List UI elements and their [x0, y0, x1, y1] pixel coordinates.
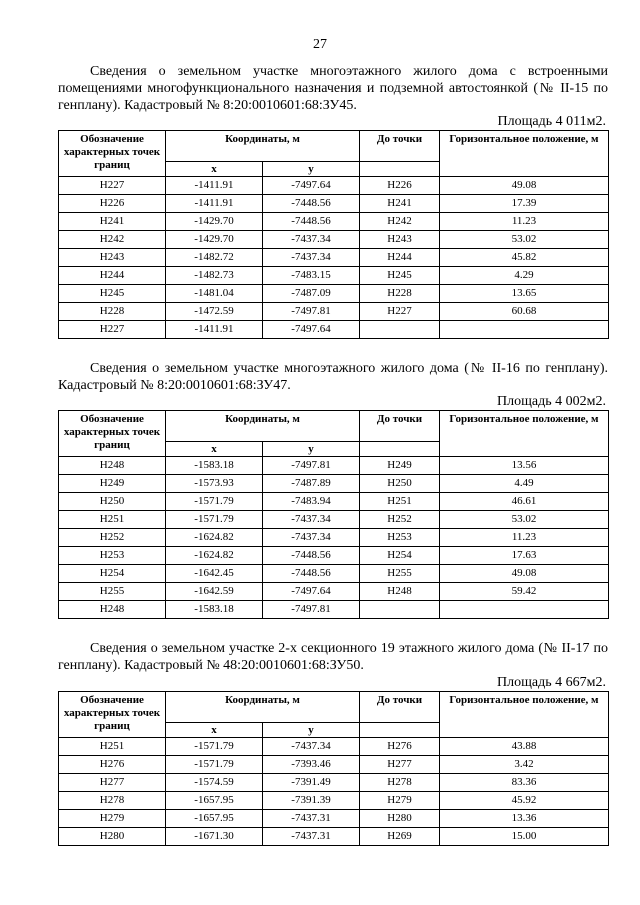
cell-distance: 43.88 — [440, 738, 609, 756]
cell-distance — [440, 601, 609, 619]
cell-to-point: Н243 — [360, 231, 440, 249]
cell-y: -7437.34 — [263, 231, 360, 249]
cell-to-point — [360, 601, 440, 619]
cell-y: -7437.31 — [263, 828, 360, 846]
cell-distance: 13.36 — [440, 810, 609, 828]
cell-to-point: Н276 — [360, 738, 440, 756]
cell-y: -7497.81 — [263, 601, 360, 619]
section-2-table — [58, 410, 609, 619]
section-3-table — [58, 691, 609, 846]
table-row — [59, 177, 609, 195]
cell-x: -1624.82 — [166, 529, 263, 547]
table-row — [59, 511, 609, 529]
table-row — [59, 231, 609, 249]
cell-distance: 60.68 — [440, 303, 609, 321]
header-point: Обозначение характерных точек границ — [59, 411, 166, 457]
cell-y: -7437.31 — [263, 810, 360, 828]
header-x: x — [166, 442, 263, 457]
cell-distance: 15.00 — [440, 828, 609, 846]
cell-point: Н251 — [59, 511, 166, 529]
table-row — [59, 195, 609, 213]
cell-to-point: Н254 — [360, 547, 440, 565]
table-row — [59, 601, 609, 619]
cell-point: Н250 — [59, 493, 166, 511]
cell-point: Н243 — [59, 249, 166, 267]
table-row — [59, 457, 609, 475]
cell-y: -7437.34 — [263, 529, 360, 547]
cell-x: -1429.70 — [166, 231, 263, 249]
cell-to-point: Н280 — [360, 810, 440, 828]
cell-y: -7437.34 — [263, 738, 360, 756]
cell-distance: 4.49 — [440, 475, 609, 493]
cell-point: Н249 — [59, 475, 166, 493]
table-row — [59, 756, 609, 774]
header-y: y — [263, 442, 360, 457]
cell-y: -7448.56 — [263, 195, 360, 213]
cell-to-point — [360, 321, 440, 339]
table-row — [59, 321, 609, 339]
cell-point: Н226 — [59, 195, 166, 213]
page-number: 27 — [313, 37, 327, 52]
cell-x: -1481.04 — [166, 285, 263, 303]
header-x: x — [166, 723, 263, 738]
cell-point: Н277 — [59, 774, 166, 792]
cell-y: -7437.34 — [263, 511, 360, 529]
cell-to-point: Н251 — [360, 493, 440, 511]
cell-x: -1411.91 — [166, 321, 263, 339]
cell-x: -1411.91 — [166, 195, 263, 213]
cell-point: Н255 — [59, 583, 166, 601]
header-to-point-empty — [360, 442, 440, 457]
cell-distance: 53.02 — [440, 511, 609, 529]
header-to-point-empty — [360, 723, 440, 738]
cell-to-point: Н242 — [360, 213, 440, 231]
cell-to-point: Н241 — [360, 195, 440, 213]
cell-point: Н248 — [59, 601, 166, 619]
table-row — [59, 285, 609, 303]
table-row — [59, 529, 609, 547]
header-to-point-empty — [360, 162, 440, 177]
header-to-point: До точки — [360, 692, 440, 723]
cell-to-point: Н255 — [360, 565, 440, 583]
section-1-intro: Сведения о земельном участке многоэтажного жилого дома с встроенными помещениями многофункционального назначения и подземной автостоянкой (№ II-15 по генплану). Кадастровый № 8:20:0010601:68:ЗУ45. — [58, 64, 608, 113]
cell-x: -1657.95 — [166, 810, 263, 828]
cell-x: -1573.93 — [166, 475, 263, 493]
cell-distance: 49.08 — [440, 565, 609, 583]
cell-x: -1411.91 — [166, 177, 263, 195]
cell-point: Н279 — [59, 810, 166, 828]
cell-distance: 45.82 — [440, 249, 609, 267]
cell-distance: 49.08 — [440, 177, 609, 195]
cell-point: Н241 — [59, 213, 166, 231]
cell-distance: 3.42 — [440, 756, 609, 774]
cell-point: Н253 — [59, 547, 166, 565]
cell-to-point: Н250 — [360, 475, 440, 493]
cell-point: Н278 — [59, 792, 166, 810]
cell-point: Н227 — [59, 177, 166, 195]
cell-x: -1472.59 — [166, 303, 263, 321]
header-coords: Координаты, м — [166, 411, 360, 442]
cell-x: -1574.59 — [166, 774, 263, 792]
table-row — [59, 583, 609, 601]
cell-x: -1571.79 — [166, 756, 263, 774]
cell-y: -7497.81 — [263, 457, 360, 475]
cell-point: Н252 — [59, 529, 166, 547]
cell-point: Н244 — [59, 267, 166, 285]
cell-y: -7497.64 — [263, 583, 360, 601]
table-row — [59, 828, 609, 846]
table-row — [59, 774, 609, 792]
header-coords: Координаты, м — [166, 131, 360, 162]
cell-y: -7391.49 — [263, 774, 360, 792]
cell-point: Н276 — [59, 756, 166, 774]
cell-to-point: Н227 — [360, 303, 440, 321]
cell-distance: 59.42 — [440, 583, 609, 601]
cell-to-point: Н248 — [360, 583, 440, 601]
cell-to-point: Н245 — [360, 267, 440, 285]
header-coords: Координаты, м — [166, 692, 360, 723]
table-row — [59, 810, 609, 828]
cell-x: -1642.45 — [166, 565, 263, 583]
cell-y: -7448.56 — [263, 547, 360, 565]
cell-x: -1571.79 — [166, 511, 263, 529]
cell-y: -7497.64 — [263, 321, 360, 339]
cell-to-point: Н277 — [360, 756, 440, 774]
table-row — [59, 475, 609, 493]
cell-to-point: Н249 — [360, 457, 440, 475]
cell-x: -1657.95 — [166, 792, 263, 810]
header-point: Обозначение характерных точек границ — [59, 692, 166, 738]
header-to-point: До точки — [360, 131, 440, 162]
table-row — [59, 213, 609, 231]
section-1-table — [58, 130, 609, 339]
cell-y: -7391.39 — [263, 792, 360, 810]
header-to-point: До точки — [360, 411, 440, 442]
table-row — [59, 792, 609, 810]
cell-distance: 17.63 — [440, 547, 609, 565]
cell-distance: 13.65 — [440, 285, 609, 303]
header-y: y — [263, 162, 360, 177]
cell-point: Н227 — [59, 321, 166, 339]
cell-distance: 83.36 — [440, 774, 609, 792]
table-row — [59, 493, 609, 511]
table-row — [59, 738, 609, 756]
cell-x: -1571.79 — [166, 493, 263, 511]
cell-distance: 45.92 — [440, 792, 609, 810]
cell-x: -1642.59 — [166, 583, 263, 601]
cell-y: -7487.09 — [263, 285, 360, 303]
cell-distance: 11.23 — [440, 529, 609, 547]
cell-distance: 46.61 — [440, 493, 609, 511]
cell-y: -7393.46 — [263, 756, 360, 774]
cell-to-point: Н252 — [360, 511, 440, 529]
cell-distance: 4.29 — [440, 267, 609, 285]
cell-to-point: Н244 — [360, 249, 440, 267]
cell-to-point: Н279 — [360, 792, 440, 810]
cell-y: -7483.94 — [263, 493, 360, 511]
cell-x: -1583.18 — [166, 457, 263, 475]
header-horizontal: Горизонтальное положение, м — [440, 411, 609, 457]
cell-x: -1571.79 — [166, 738, 263, 756]
section-3-intro: Сведения о земельном участке 2-х секционного 19 этажного жилого дома (№ II-17 по генплану). Кадастровый № 48:20:0010601:68:ЗУ50. — [58, 641, 608, 673]
cell-distance: 53.02 — [440, 231, 609, 249]
header-y: y — [263, 723, 360, 738]
section-2-area: Площадь 4 002м2. — [497, 394, 606, 409]
cell-point: Н242 — [59, 231, 166, 249]
header-horizontal: Горизонтальное положение, м — [440, 131, 609, 177]
cell-x: -1429.70 — [166, 213, 263, 231]
cell-x: -1583.18 — [166, 601, 263, 619]
cell-to-point: Н278 — [360, 774, 440, 792]
cell-y: -7437.34 — [263, 249, 360, 267]
cell-y: -7448.56 — [263, 213, 360, 231]
section-1-area: Площадь 4 011м2. — [497, 114, 606, 129]
cell-point: Н251 — [59, 738, 166, 756]
cell-to-point: Н269 — [360, 828, 440, 846]
cell-y: -7448.56 — [263, 565, 360, 583]
cell-x: -1671.30 — [166, 828, 263, 846]
cell-x: -1482.73 — [166, 267, 263, 285]
table-row — [59, 303, 609, 321]
cell-point: Н245 — [59, 285, 166, 303]
section-3-area: Площадь 4 667м2. — [497, 675, 606, 690]
table-row — [59, 267, 609, 285]
header-point: Обозначение характерных точек границ — [59, 131, 166, 177]
table-row — [59, 565, 609, 583]
cell-to-point: Н226 — [360, 177, 440, 195]
cell-distance — [440, 321, 609, 339]
cell-y: -7497.64 — [263, 177, 360, 195]
cell-point: Н254 — [59, 565, 166, 583]
cell-y: -7487.89 — [263, 475, 360, 493]
section-2-intro: Сведения о земельном участке многоэтажного жилого дома (№ II-16 по генплану). Кадастровый № 8:20:0010601:68:ЗУ47. — [58, 361, 608, 393]
header-horizontal: Горизонтальное положение, м — [440, 692, 609, 738]
cell-x: -1482.72 — [166, 249, 263, 267]
table-row — [59, 249, 609, 267]
cell-to-point: Н253 — [360, 529, 440, 547]
cell-x: -1624.82 — [166, 547, 263, 565]
cell-point: Н248 — [59, 457, 166, 475]
cell-distance: 11.23 — [440, 213, 609, 231]
cell-to-point: Н228 — [360, 285, 440, 303]
cell-distance: 17.39 — [440, 195, 609, 213]
table-row — [59, 547, 609, 565]
cell-point: Н280 — [59, 828, 166, 846]
cell-distance: 13.56 — [440, 457, 609, 475]
header-x: x — [166, 162, 263, 177]
cell-point: Н228 — [59, 303, 166, 321]
cell-y: -7483.15 — [263, 267, 360, 285]
cell-y: -7497.81 — [263, 303, 360, 321]
